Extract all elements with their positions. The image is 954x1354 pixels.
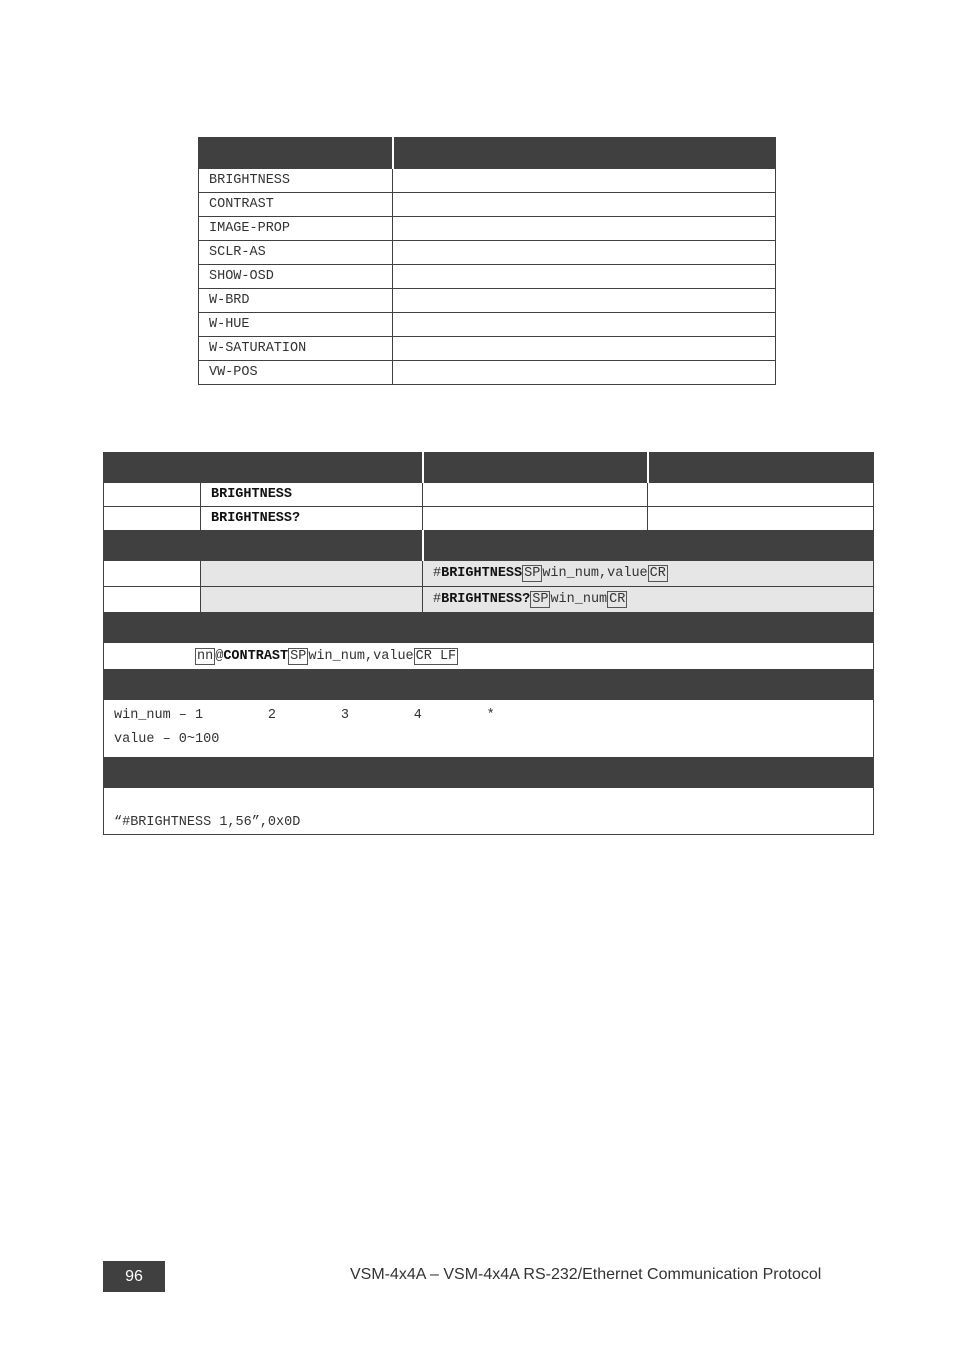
param-value: value – 0~100 [114,732,220,747]
feedback-syntax [104,643,874,670]
crlf-marker: CR LF [415,648,457,664]
cr-marker: CR [649,566,666,581]
syntax-prefix: # [433,592,442,607]
command-description [393,241,776,265]
command-description [393,265,776,289]
table-row [104,700,874,758]
command-name: W-HUE [199,313,393,337]
space-marker: SP [290,648,307,664]
table-row [104,587,874,613]
params-header [104,670,874,700]
command-description [393,217,776,241]
command-description [393,313,776,337]
get-extra [648,507,874,531]
command-description [393,193,776,217]
command-name: BRIGHTNESS [199,169,393,193]
command-name: IMAGE-PROP [199,217,393,241]
command-description [393,289,776,313]
example: “#BRIGHTNESS 1,56”,0x0D [104,788,874,835]
table-row [199,337,776,361]
command-name: CONTRAST [199,193,393,217]
command-name: VW-POS [199,361,393,385]
space-marker: SP [524,566,541,581]
table-row [199,361,776,385]
response-section-header [104,613,874,643]
set-extra [648,483,874,507]
syntax-params: win_num,value [542,566,648,581]
response-header [104,613,874,643]
syntax-header [648,453,874,483]
table-row [104,507,874,531]
command-description [393,361,776,385]
set-command: BRIGHTNESS [201,483,423,507]
parameters [104,700,874,758]
table-row [199,313,776,337]
syntax-prefix: # [433,566,442,581]
at-sign: @ [215,648,224,664]
set-description [423,483,648,507]
function-header [104,453,423,483]
get-command: BRIGHTNESS? [201,507,423,531]
set-label [104,483,201,507]
set-syntax-gap [201,561,423,587]
syntax-value-header [423,531,874,561]
get-label [104,507,201,531]
feedback-command: CONTRAST [223,648,289,664]
table-row [199,265,776,289]
table-row [104,643,874,670]
command-description [393,169,776,193]
param-win-num: win_num – 1 2 3 4 * [114,708,495,723]
command-column-header [199,138,393,169]
syntax-label-header [104,531,423,561]
set-syntax [423,561,874,587]
page-number: 96 [103,1261,165,1292]
get-syntax-label [104,587,201,613]
example-section-header [104,758,874,788]
table-row [199,169,776,193]
description-column-header [393,138,776,169]
footer-title: VSM-4x4A – VSM-4x4A RS-232/Ethernet Communication Protocol [350,1266,822,1283]
nn-marker: nn [197,648,214,664]
table-row [104,788,874,835]
table-row [199,217,776,241]
set-syntax-label [104,561,201,587]
example-header [104,758,874,788]
command-detail-table [103,452,874,835]
table-row [199,241,776,265]
table-row [104,561,874,587]
syntax-command: BRIGHTNESS? [441,592,531,607]
detail-header [104,453,874,483]
table-row [199,289,776,313]
cr-marker: CR [609,592,626,607]
command-description [393,337,776,361]
get-description [423,507,648,531]
feedback-params: win_num,value [308,648,414,664]
get-syntax-gap [201,587,423,613]
get-syntax [423,587,874,613]
description-header [423,453,648,483]
space-marker: SP [532,592,549,607]
command-name: W-BRD [199,289,393,313]
table-row [199,193,776,217]
syntax-command: BRIGHTNESS [441,566,523,581]
command-name: W-SATURATION [199,337,393,361]
params-section-header [104,670,874,700]
syntax-section-header [104,531,874,561]
command-name: SHOW-OSD [199,265,393,289]
table-row [104,483,874,507]
syntax-params: win_num [550,592,608,607]
command-list-header [199,138,776,169]
command-list-table [198,137,776,385]
command-name: SCLR-AS [199,241,393,265]
